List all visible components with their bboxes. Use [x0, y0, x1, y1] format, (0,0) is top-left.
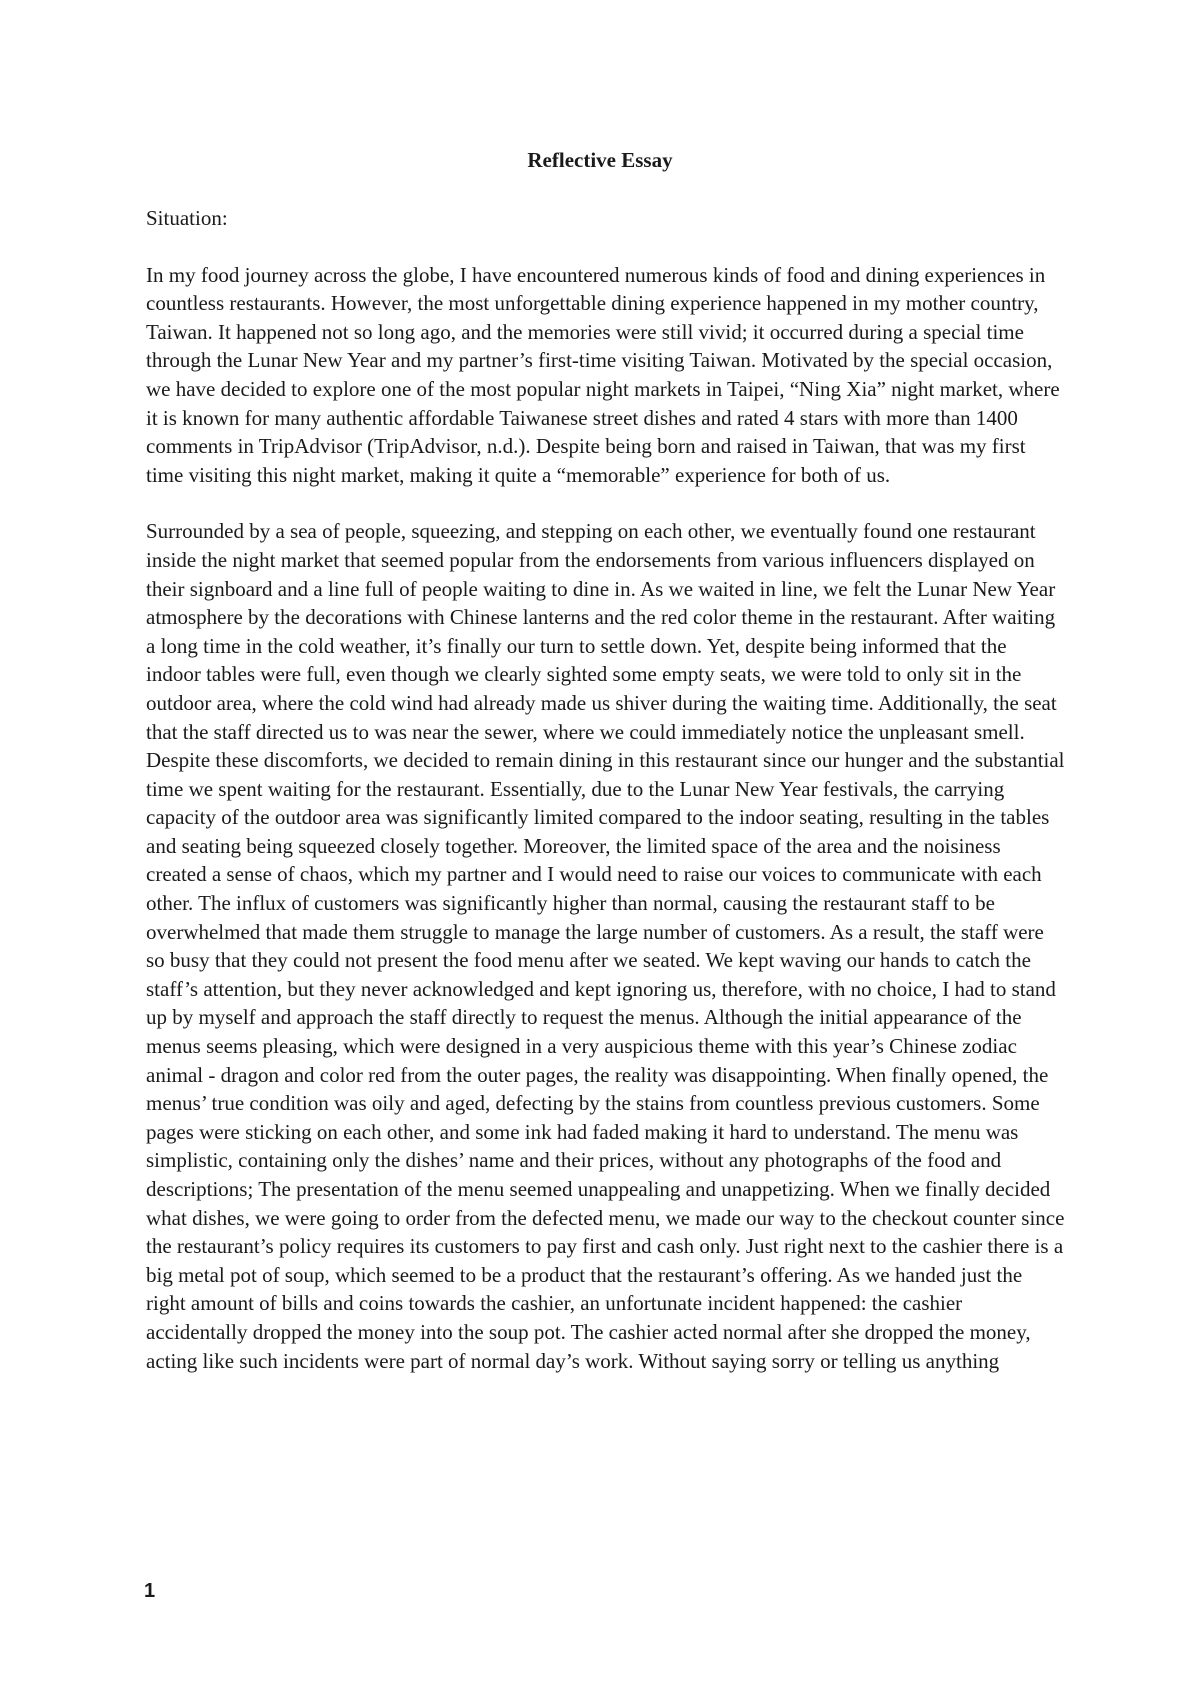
paragraph-1: In my food journey across the globe, I have encountered numerous kinds of food and dining experiences in countless restaurants. However, the most unforgettable dining experience happened in my mother country, Taiwan. It happened not so long ago, and the memories were still vivid; it occurred during a special time through the Lunar New Year and my partner’s first-time visiting Taiwan. Motivated by the special occasion, we have decided to explore one of the most popular night markets in Taipei, “Ning Xia” night market, where it is known for many authentic affordable Taiwanese street dishes and rated 4 stars with more than 1400 comments in TripAdvisor (TripAdvisor, n.d.). Despite being born and raised in Taiwan, that was my first time visiting this night market, making it quite a “memorable” experience for both of us. [146, 262, 1060, 487]
document-body [146, 204, 1066, 1403]
section-label: Situation: [146, 206, 228, 230]
page-number: 1 [144, 1580, 156, 1602]
document-title: Reflective Essay [527, 148, 673, 172]
paragraph-2: Surrounded by a sea of people, squeezing, and stepping on each other, we eventually found one restaurant inside the night market that seemed popular from the endorsements from various influencers displayed on their signboard and a line full of people waiting to dine in. As we waited in line, we felt the Lunar New Year atmosphere by the decorations with Chinese lanterns and the red color theme in the restaurant. After waiting a long time in the cold weather, it’s finally our turn to settle down. Yet, despite being informed that the indoor tables were full, even though we clearly sighted some empty seats, we were told to only sit in the outdoor area, where the cold wind had already made us shiver during the waiting time. Additionally, the seat that the staff directed us to was near the sewer, where we could immediately notice the unpleasant smell. Despite these discomforts, we decided to remain dining in this restaurant since our hunger and the substantial time we spent waiting for the restaurant. Essentially, due to the Lunar New Year festivals, the carrying capacity of the outdoor area was significantly limited compared to the indoor seating, resulting in the tables and seating being squeezed closely together. Moreover, the limited space of the area and the noisiness created a sense of chaos, which my partner and I would need to raise our voices to communicate with each other. The influx of customers was significantly higher than normal, causing the restaurant staff to be overwhelmed that made them struggle to manage the large number of customers. As a result, the staff were so busy that they could not present the food menu after we seated. We kept waving our hands to catch the staff’s attention, but they never acknowledged and kept ignoring us, therefore, with no choice, I had to stand up by myself and approach the staff directly to request the menus. Although the initial appearance of the menus seems pleasing, which were designed in a very auspicious theme with this year’s Chinese zodiac animal - dragon and color red from the outer pages, the reality was disappointing. When finally opened, the menus’ true condition was oily and aged, defecting by the stains from countless previous customers. Some pages were sticking on each other, and some ink had faded making it hard to understand. The menu was simplistic, containing only the dishes’ name and their prices, without any photographs of the food and descriptions; The presentation of the menu seemed unappealing and unappetizing. When we finally decided what dishes, we were going to order from the defected menu, we made our way to the checkout counter since the restaurant’s policy requires its customers to pay first and cash only. Just right next to the cashier there is a big metal pot of soup, which seemed to be a product that the restaurant’s offering. As we handed just the right amount of bills and coins towards the cashier, an unfortunate incident happened: the cashier accidentally dropped the money into the soup pot. The cashier acted normal after she dropped the money, acting like such incidents were part of normal day’s work. Without saying sorry or telling us anything [146, 519, 1065, 1373]
